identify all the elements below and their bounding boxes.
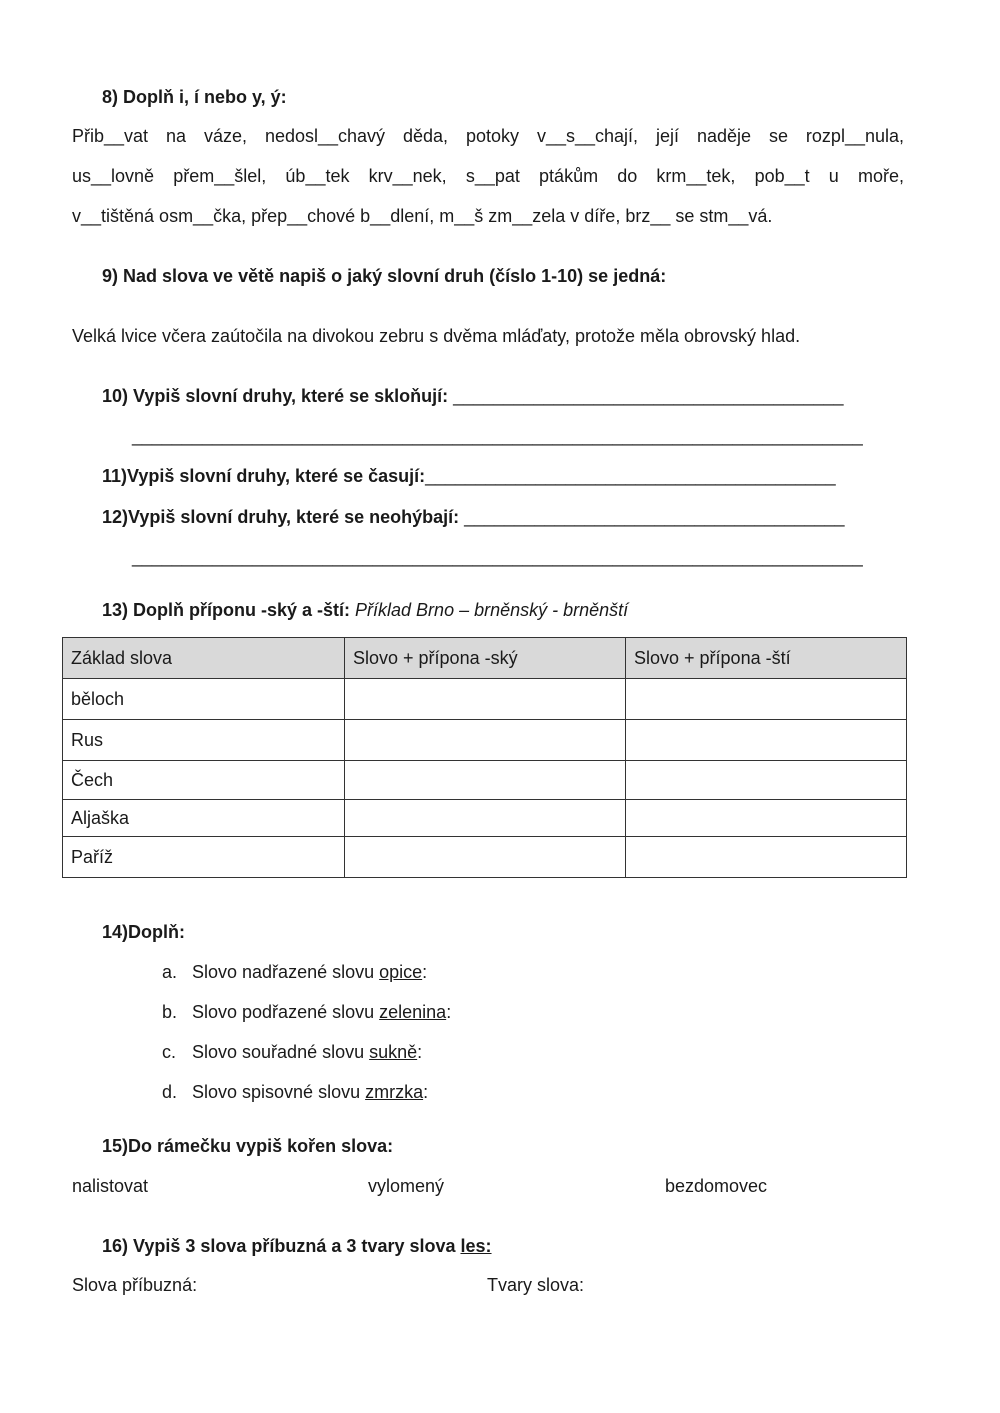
table-row [63, 800, 907, 837]
q15-word: nalistovat [72, 1176, 149, 1196]
q11-row [102, 466, 836, 487]
list-item [162, 962, 427, 983]
table-cell-sky[interactable] [345, 720, 626, 761]
table-row [63, 679, 907, 720]
table-cell-base-word: Rus [63, 720, 345, 761]
word-forms-label: Tvary slova: [487, 1275, 585, 1295]
list-item [162, 1042, 422, 1063]
q9-title: 9) Nad slova ve větě napiš o jaký slovní druh (číslo 1-10) se jedná: [102, 266, 667, 286]
q13-title: 13) Doplň příponu -ský a -ští: [102, 600, 356, 620]
q9-sentence: Velká lvice včera zaútočila na divokou zebru s dvěma mláďaty, protože měla obrovský hlad. [72, 326, 801, 346]
table-cell-sti[interactable] [626, 679, 907, 720]
q8-line-2: us__lovně přem__šlel, úb__tek krv__nek, s__pat ptákům do krm__tek, pob__t u moře, [72, 166, 904, 186]
table-header-row [63, 638, 907, 679]
table-row [63, 761, 907, 800]
q13-row [102, 600, 628, 621]
table-cell-base-word: Aljaška [63, 800, 345, 837]
q8-title: 8) Doplň i, í nebo y, ý: [102, 87, 287, 107]
list-item-text: Slovo nadřazené slovu [192, 962, 380, 982]
list-item-text: Slovo podřazené slovu [192, 1002, 380, 1022]
list-item-word: sukně [369, 1042, 418, 1062]
q8-line-1: Přib__vat na váze, nedosl__chavý děda, potoky v__s__chají, její naděje se rozpl__nula, [72, 126, 904, 146]
table-cell-base-word: běloch [63, 679, 345, 720]
table-cell-sti[interactable] [626, 837, 907, 878]
list-item [162, 1082, 428, 1103]
table-cell-base-word: Čech [63, 761, 345, 800]
q15-word: vylomený [368, 1176, 445, 1196]
table-header: Základ slova [63, 638, 345, 679]
table-header: Slovo + přípona -ští [626, 638, 907, 679]
q10-answer-blank-1[interactable]: _______________________________________ [453, 386, 844, 406]
q10-title: 10) Vypiš slovní druhy, které se skloňují: [102, 386, 454, 406]
table-header: Slovo + přípona -ský [345, 638, 626, 679]
q16-row [102, 1236, 492, 1257]
q15-title: 15)Do rámečku vypiš kořen slova: [102, 1136, 394, 1156]
q14-title: 14)Doplň: [102, 922, 185, 942]
list-item-word: zelenina [379, 1002, 447, 1022]
q10-row [102, 386, 844, 407]
list-item-word: zmrzka [365, 1082, 424, 1102]
table-cell-sky[interactable] [345, 800, 626, 837]
table-cell-sti[interactable] [626, 720, 907, 761]
table-cell-sky[interactable] [345, 761, 626, 800]
q11-title: 11)Vypiš slovní druhy, které se časují: [102, 466, 426, 486]
table-cell-base-word: Paříž [63, 837, 345, 878]
list-item-colon: : [446, 1002, 452, 1022]
suffix-table [62, 637, 907, 878]
q11-answer-blank-1[interactable]: _________________________________________ [425, 466, 836, 486]
list-item-colon: : [422, 962, 428, 982]
table-cell-sti[interactable] [626, 761, 907, 800]
table-cell-sky[interactable] [345, 679, 626, 720]
list-marker: d. [162, 1082, 178, 1102]
q8-line-3: v__tištěná osm__čka, přep__chové b__dlení, m__š zm__zela v díře, brz__ se stm__vá. [72, 206, 773, 226]
q13-example: Příklad Brno – brněnský - brněnští [355, 600, 629, 620]
q12-answer-blank-2[interactable]: _________________________________________________________________________ [132, 547, 863, 567]
list-item-word: opice [379, 962, 423, 982]
table-row [63, 720, 907, 761]
list-marker: b. [162, 1002, 178, 1022]
list-item [162, 1002, 451, 1023]
q10-answer-blank-2[interactable]: _________________________________________________________________________ [132, 426, 863, 446]
q12-row [102, 507, 845, 528]
list-item-text: Slovo souřadné slovu [192, 1042, 370, 1062]
list-marker: a. [162, 962, 178, 982]
table-row [63, 837, 907, 878]
q15-word: bezdomovec [665, 1176, 768, 1196]
list-item-colon: : [417, 1042, 423, 1062]
q12-title: 12)Vypiš slovní druhy, které se neohýbají: [102, 507, 465, 527]
list-marker: c. [162, 1042, 177, 1062]
table-cell-sky[interactable] [345, 837, 626, 878]
q16-word: les: [460, 1236, 492, 1256]
related-words-label: Slova příbuzná: [72, 1275, 198, 1295]
table-cell-sti[interactable] [626, 800, 907, 837]
list-item-text: Slovo spisovné slovu [192, 1082, 366, 1102]
list-item-colon: : [423, 1082, 429, 1102]
q12-answer-blank-1[interactable]: ______________________________________ [464, 507, 845, 527]
q16-title: 16) Vypiš 3 slova příbuzná a 3 tvary slova [102, 1236, 461, 1256]
